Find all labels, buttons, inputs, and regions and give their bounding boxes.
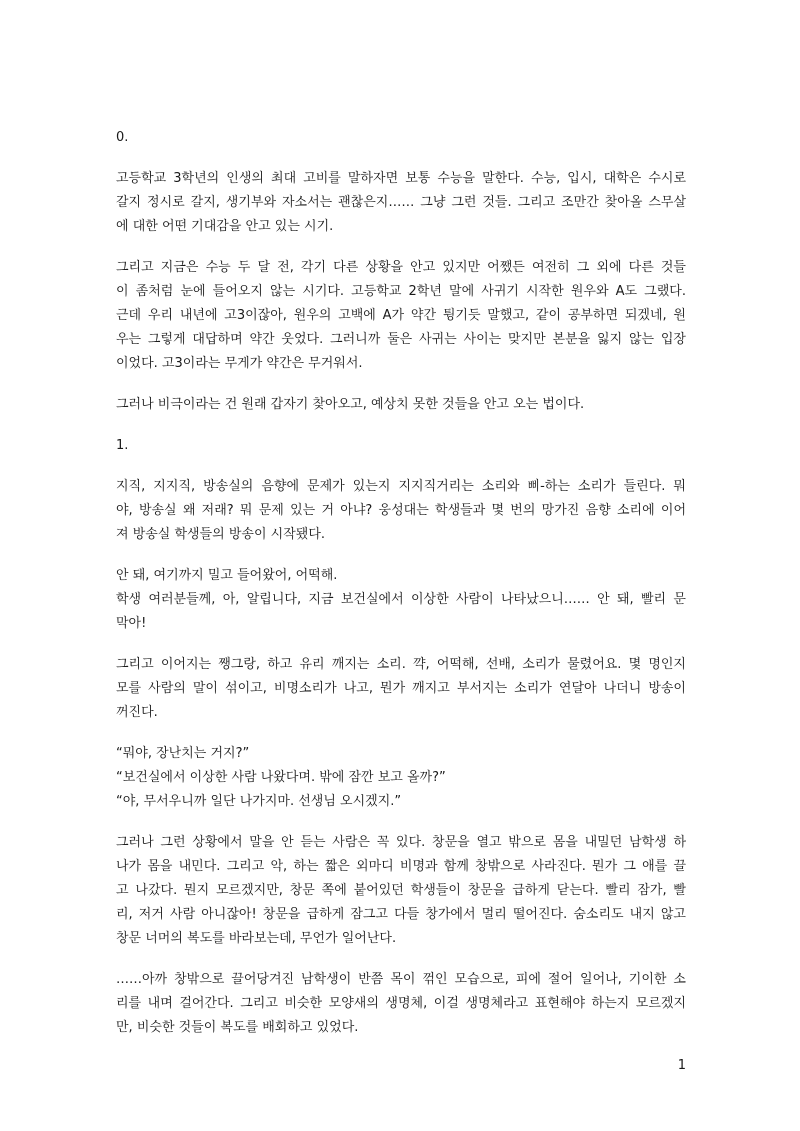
paragraph-line: 그러나 그런 상황에서 말을 안 듣는 사람은 꼭 있다. 창문을 열고 밖으로 몸을 내밀던 남학생 하	[116, 835, 686, 850]
paragraph-line: 꺼진다.	[116, 705, 158, 720]
paragraph-line: 만, 비슷한 것들이 복도를 배회하고 있었다.	[116, 1020, 359, 1035]
paragraph	[116, 653, 686, 725]
section-heading: 0.	[116, 130, 129, 145]
paragraph	[116, 968, 686, 1040]
section-heading: 1.	[116, 438, 129, 453]
paragraph	[116, 831, 686, 951]
dialogue-line: “뭐야, 장난치는 거지?”	[116, 746, 250, 761]
paragraph	[116, 393, 686, 417]
paragraph-line: 그리고 이어지는 쨍그랑, 하고 유리 깨지는 소리. 꺅, 어떡해, 선배, 소리가 물렸어요. 몇 명인지	[116, 657, 686, 672]
paragraph-line: 갈지 정시로 갈지, 생기부와 자소서는 괜찮은지…… 그냥 그런 것들. 그리고 조만간 찾아올 스무살	[116, 195, 686, 210]
paragraph-line: 그리고 지금은 수능 두 달 전, 각기 다른 상황을 안고 있지만 어쨌든 여전히 그 외에 다른 것들	[116, 260, 686, 275]
paragraph	[116, 475, 686, 547]
paragraph-line: 우는 그렇게 대답하며 약간 웃었다. 그러니까 둘은 사귀는 사이는 맞지만 본분을 잃지 않는 입장	[116, 332, 686, 347]
paragraph-line: 에 대한 어떤 기대감을 안고 있는 시기.	[116, 219, 334, 234]
paragraph-line: 져 방송실 학생들의 방송이 시작됐다.	[116, 527, 326, 542]
paragraph-line: 그러나 비극이라는 건 원래 갑자기 찾아오고, 예상치 못한 것들을 안고 오는 법이다.	[116, 397, 585, 412]
paragraph-line: 고등학교 3학년의 인생의 최대 고비를 말하자면 보통 수능을 말한다. 수능, 입시, 대학은 수시로	[116, 171, 686, 186]
paragraph-line: 고 나갔다. 뭔지 모르겠지만, 창문 쪽에 붙어있던 학생들이 창문을 급하게 닫는다. 빨리 잠가, 빨	[116, 883, 686, 898]
page-number: 1	[677, 1058, 686, 1073]
paragraph-line: 리, 저거 사람 아니잖아! 창문을 급하게 잠그고 다들 창가에서 멀리 떨어진다. 숨소리도 내지 않고	[116, 907, 686, 922]
dialogue-line: “야, 무서우니까 일단 나가지마. 선생님 오시겠지.”	[116, 794, 402, 809]
dialogue-line: “보건실에서 이상한 사람 나왔다며. 밖에 잠깐 보고 올까?”	[116, 770, 446, 785]
paragraph	[116, 256, 686, 376]
paragraph-line: 이 좀처럼 눈에 들어오지 않는 시기다. 고등학교 2학년 말에 사귀기 시작한 원우와 A도 그랬다.	[116, 284, 686, 299]
paragraph-line: 이었다. 고3이라는 무게가 약간은 무거워서.	[116, 356, 363, 371]
paragraph	[116, 167, 686, 239]
paragraph-line: 막아!	[116, 616, 147, 631]
paragraph-line: ……아까 창밖으로 끌어당겨진 남학생이 반쯤 목이 꺾인 모습으로, 피에 절어 일어나, 기이한 소	[116, 972, 686, 987]
paragraph-line: 창문 너머의 복도를 바라보는데, 무언가 일어난다.	[116, 931, 397, 946]
paragraph-line: 지직, 지지직, 방송실의 음향에 문제가 있는지 지지직거리는 소리와 삐-하는 소리가 들린다. 뭐	[116, 479, 686, 494]
paragraph-line: 야, 방송실 왜 저래? 뭐 문제 있는 거 아냐? 웅성대는 학생들과 몇 번의 망가진 음향 소리에 이어	[116, 503, 686, 518]
paragraph-line: 학생 여러분들께, 아, 알립니다, 지금 보건실에서 이상한 사람이 나타났으니…… 안 돼, 빨리 문	[116, 592, 686, 607]
paragraph	[116, 564, 686, 636]
paragraph-line: 모를 사람의 말이 섞이고, 비명소리가 나고, 뭔가 깨지고 부서지는 소리가 연달아 나더니 방송이	[116, 681, 686, 696]
paragraph-line: 근데 우리 내년에 고3이잖아, 원우의 고백에 A가 약간 튕기듯 말했고, 같이 공부하면 되겠네, 원	[116, 308, 686, 323]
paragraph-line: 리를 내며 걸어간다. 그리고 비슷한 모양새의 생명체, 이걸 생명체라고 표현해야 하는지 모르겠지	[116, 996, 686, 1011]
paragraph-line: 나가 몸을 내민다. 그리고 악, 하는 짧은 외마디 비명과 함께 창밖으로 사라진다. 뭔가 그 애를 끌	[116, 859, 686, 874]
paragraph-line: 안 돼, 여기까지 밀고 들어왔어, 어떡해.	[116, 568, 338, 583]
document-page	[116, 126, 686, 1040]
dialogue-block	[116, 742, 686, 814]
